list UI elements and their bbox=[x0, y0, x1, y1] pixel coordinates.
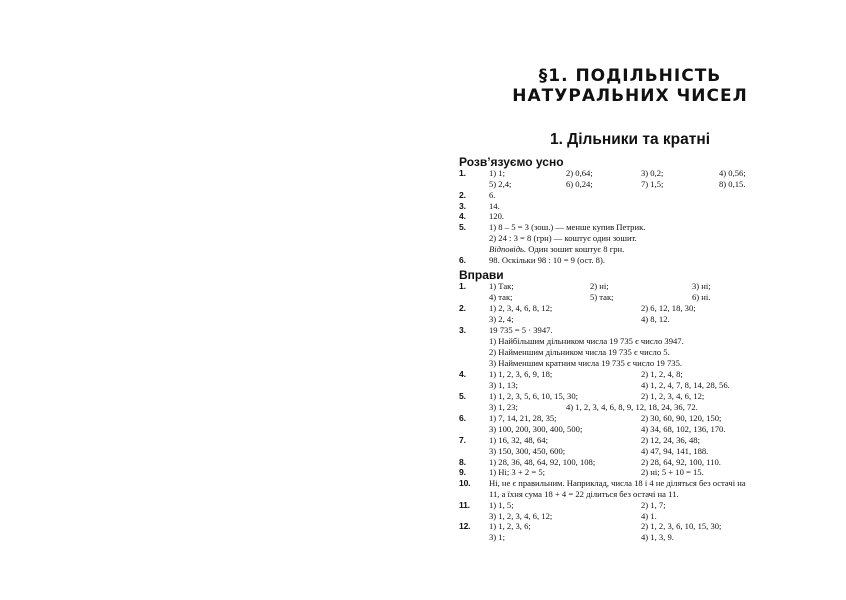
oral-heading: Розв’язуємо усно bbox=[459, 155, 564, 169]
exercise-2-4: 4) 8, 12. bbox=[641, 314, 670, 324]
chapter-title-line1: §1. ПОДІЛЬНІСТЬ bbox=[538, 66, 722, 86]
exercise-10-2: 11, а їхня сума 18 + 4 = 22 ділиться без остачі на 11. bbox=[489, 489, 679, 499]
exercise-1-4: 4) так; bbox=[489, 292, 513, 302]
exercise-number-1: 1. bbox=[459, 281, 466, 291]
exercise-1-2: 2) ні; bbox=[590, 281, 609, 291]
oral-number-1: 1. bbox=[459, 168, 466, 178]
exercise-number-7: 7. bbox=[459, 435, 466, 445]
oral-answer-1-1: 1) 1; bbox=[489, 168, 505, 178]
exercise-11-4: 4) 1. bbox=[641, 511, 657, 521]
exercise-number-12: 12. bbox=[459, 521, 471, 531]
oral-answer-1-4: 4) 0,56; bbox=[719, 168, 746, 178]
exercise-6-3: 3) 100, 200, 300, 400, 500; bbox=[489, 424, 583, 434]
exercise-number-2: 2. bbox=[459, 303, 466, 313]
oral-answer-3: 14. bbox=[489, 201, 500, 211]
exercise-number-11: 11. bbox=[459, 500, 470, 510]
exercise-4-4: 4) 1, 2, 4, 7, 8, 14, 28, 56. bbox=[641, 380, 730, 390]
exercise-11-1: 1) 1, 5; bbox=[489, 500, 514, 510]
exercise-4-3: 3) 1, 13; bbox=[489, 380, 518, 390]
oral-number-6: 6. bbox=[459, 255, 466, 265]
exercise-6-4: 4) 34, 68, 102, 136, 170. bbox=[641, 424, 726, 434]
exercise-8-2: 2) 28, 64, 92, 100, 110. bbox=[641, 457, 721, 467]
exercise-number-6: 6. bbox=[459, 413, 466, 423]
exercise-7-4: 4) 47, 94, 141, 188. bbox=[641, 446, 709, 456]
exercises-heading: Вправи bbox=[459, 268, 504, 282]
exercise-1-1: 1) Так; bbox=[489, 281, 514, 291]
exercise-3-2: 1) Найбільшим дільником числа 19 735 є число 3947. bbox=[489, 336, 684, 346]
exercise-12-2: 2) 1, 2, 3, 6, 10, 15, 30; bbox=[641, 521, 722, 531]
section-title: 1. Дільники та кратні bbox=[549, 131, 711, 148]
exercise-number-4: 4. bbox=[459, 369, 466, 379]
chapter-title-line2: НАТУРАЛЬНИХ ЧИСЕЛ bbox=[512, 86, 748, 106]
oral-answer-2: 6. bbox=[489, 190, 496, 200]
exercise-2-3: 3) 2, 4; bbox=[489, 314, 514, 324]
exercise-5-3: 3) 1, 23; bbox=[489, 402, 518, 412]
oral-answer-1-8: 8) 0,15. bbox=[719, 179, 746, 189]
exercise-6-1: 1) 7, 14, 21, 28, 35; bbox=[489, 413, 557, 423]
exercise-number-8: 8. bbox=[459, 457, 466, 467]
oral-answer-1-2: 2) 0,64; bbox=[566, 168, 593, 178]
exercise-6-2: 2) 30, 60, 90, 120, 150; bbox=[641, 413, 722, 423]
oral-number-4: 4. bbox=[459, 211, 466, 221]
exercise-7-3: 3) 150, 300, 450, 600; bbox=[489, 446, 566, 456]
oral-answer-1-7: 7) 1,5; bbox=[641, 179, 664, 189]
exercise-12-4: 4) 1, 3, 9. bbox=[641, 532, 674, 542]
exercise-2-1: 1) 2, 3, 4, 6, 8, 12; bbox=[489, 303, 553, 313]
exercise-12-3: 3) 1; bbox=[489, 532, 505, 542]
exercise-10-1: Ні, не є правильним. Наприклад, числа 18 і 4 не діляться без остачі на bbox=[489, 478, 746, 488]
exercise-5-2: 2) 1, 2, 3, 4, 6, 12; bbox=[641, 391, 705, 401]
exercise-number-5: 5. bbox=[459, 391, 466, 401]
oral-answer-6: 98. Оскільки 98 : 10 = 9 (ост. 8). bbox=[489, 255, 605, 265]
exercise-9-2: 2) ні; 5 + 10 = 15. bbox=[641, 467, 704, 477]
exercise-3-3: 2) Найменшим дільником числа 19 735 є число 5. bbox=[489, 347, 670, 357]
exercise-9-1: 1) Ні; 3 + 2 = 5; bbox=[489, 467, 546, 477]
exercise-7-1: 1) 16, 32, 48, 64; bbox=[489, 435, 548, 445]
exercise-1-3: 3) ні; bbox=[692, 281, 711, 291]
exercise-4-2: 2) 1, 2, 4, 8; bbox=[641, 369, 683, 379]
oral-number-2: 2. bbox=[459, 190, 466, 200]
oral-answer-1-5: 5) 2,4; bbox=[489, 179, 512, 189]
exercise-number-9: 9. bbox=[459, 467, 466, 477]
answer-label: Відповідь. bbox=[489, 244, 527, 254]
exercise-11-2: 2) 1, 7; bbox=[641, 500, 666, 510]
oral-answer-5-2: 2) 24 : 3 = 8 (грн) — коштує один зошит. bbox=[489, 233, 637, 243]
exercise-1-6: 6) ні. bbox=[692, 292, 711, 302]
exercise-8-1: 1) 28, 36, 48, 64, 92, 100, 108; bbox=[489, 457, 596, 467]
oral-answer-1-3: 3) 0,2; bbox=[641, 168, 664, 178]
exercise-4-1: 1) 1, 2, 3, 6, 9, 18; bbox=[489, 369, 553, 379]
exercise-11-3: 3) 1, 2, 3, 4, 6, 12; bbox=[489, 511, 553, 521]
oral-answer-5-1: 1) 8 – 5 = 3 (зош.) — менше купив Петрик. bbox=[489, 222, 646, 232]
exercise-3-1: 19 735 = 5 · 3947. bbox=[489, 325, 553, 335]
exercise-5-4: 4) 1, 2, 3, 4, 6, 8, 9, 12, 18, 24, 36, 72. bbox=[566, 402, 698, 412]
exercise-3-4: 3) Найменшим кратним числа 19 735 є число 19 735. bbox=[489, 358, 683, 368]
oral-answer-1-6: 6) 0,24; bbox=[566, 179, 593, 189]
oral-answer-5-3 bbox=[489, 244, 624, 255]
oral-number-5: 5. bbox=[459, 222, 466, 232]
exercise-1-5: 5) так; bbox=[590, 292, 614, 302]
exercise-7-2: 2) 12, 24, 36, 48; bbox=[641, 435, 700, 445]
exercise-number-3: 3. bbox=[459, 325, 466, 335]
exercise-number-10: 10. bbox=[459, 478, 471, 488]
oral-number-3: 3. bbox=[459, 201, 466, 211]
answer-text: Один зошит коштує 8 грн. bbox=[526, 244, 625, 254]
exercise-12-1: 1) 1, 2, 3, 6; bbox=[489, 521, 531, 531]
oral-answer-4: 120. bbox=[489, 211, 505, 221]
exercise-5-1: 1) 1, 2, 3, 5, 6, 10, 15, 30; bbox=[489, 391, 579, 401]
exercise-2-2: 2) 6, 12, 18, 30; bbox=[641, 303, 696, 313]
